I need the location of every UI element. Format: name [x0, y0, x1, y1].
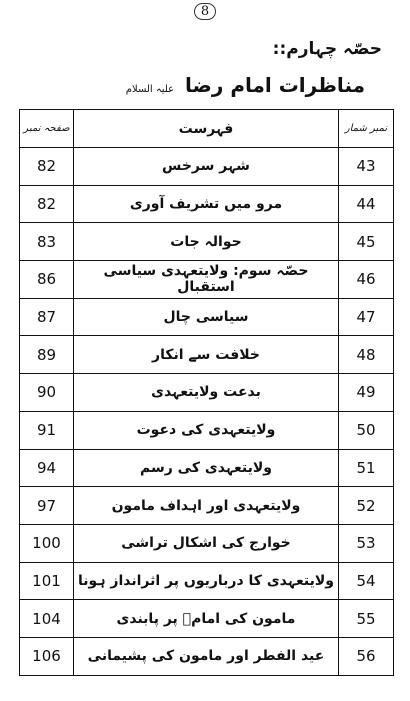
serial-number-cell: 53 — [339, 524, 394, 562]
page-title — [126, 73, 365, 97]
serial-number-cell: 50 — [339, 411, 394, 449]
serial-number-cell: 54 — [339, 562, 394, 600]
page-number-cell: 106 — [20, 637, 74, 675]
page-number-cell: 83 — [20, 223, 74, 261]
serial-number-cell: 44 — [339, 185, 394, 223]
serial-number-cell: 51 — [339, 449, 394, 487]
section-heading: حصّہ چہارم:: — [272, 39, 382, 59]
entry-title-cell: ولایتعہدی کا درباریوں پر اثرانداز ہونا — [74, 562, 339, 600]
page-number-cell: 97 — [20, 487, 74, 525]
serial-number-cell: 46 — [339, 261, 394, 299]
header-contents: فہرست — [74, 110, 339, 148]
table-header-row — [20, 110, 394, 148]
entry-title-cell: ولایتعہدی کی دعوت — [74, 411, 339, 449]
entry-title-cell: خلافت سے انکار — [74, 336, 339, 374]
entry-title-cell: بدعت ولایتعہدی — [74, 374, 339, 412]
table-row — [20, 261, 394, 299]
page-number: 8 — [0, 3, 410, 20]
page-number-cell: 89 — [20, 336, 74, 374]
page-number-cell: 100 — [20, 524, 74, 562]
entry-title-cell: مرو میں تشریف آوری — [74, 185, 339, 223]
table-row — [20, 374, 394, 412]
serial-number-cell: 45 — [339, 223, 394, 261]
entry-title-cell: ولایتعہدی اور اہداف مامون — [74, 487, 339, 525]
serial-number-cell: 55 — [339, 600, 394, 638]
page-number-cell: 104 — [20, 600, 74, 638]
page-number-cell: 86 — [20, 261, 74, 299]
page-number-cell: 94 — [20, 449, 74, 487]
serial-number-cell: 47 — [339, 298, 394, 336]
table-body — [20, 148, 394, 676]
header-serial-number: نمبر شمار — [339, 110, 394, 148]
table-row — [20, 148, 394, 186]
table-row — [20, 637, 394, 675]
serial-number-cell: 49 — [339, 374, 394, 412]
page-number-cell: 101 — [20, 562, 74, 600]
table-row — [20, 562, 394, 600]
entry-title-cell: ولایتعہدی کی رسم — [74, 449, 339, 487]
entry-title-cell: خوارج کی اشکال تراشی — [74, 524, 339, 562]
entry-title-cell: حوالہ جات — [74, 223, 339, 261]
page-number-cell: 90 — [20, 374, 74, 412]
table-row — [20, 411, 394, 449]
table-row — [20, 336, 394, 374]
table-row — [20, 185, 394, 223]
serial-number-cell: 43 — [339, 148, 394, 186]
contents-table — [19, 109, 394, 676]
page-number-cell: 87 — [20, 298, 74, 336]
entry-title-cell: شہر سرخس — [74, 148, 339, 186]
page-number-cell: 91 — [20, 411, 74, 449]
serial-number-cell: 56 — [339, 637, 394, 675]
title-text: مناظرات امام رضا — [185, 73, 365, 97]
header-page-number: صفحہ نمبر — [20, 110, 74, 148]
serial-number-cell: 48 — [339, 336, 394, 374]
entry-title-cell: حصّہ سوم: ولایتعہدی سیاسی استقبال — [74, 261, 339, 299]
table-row — [20, 600, 394, 638]
table-row — [20, 223, 394, 261]
table-row — [20, 487, 394, 525]
entry-title-cell: سیاسی چال — [74, 298, 339, 336]
table-row — [20, 449, 394, 487]
table-row — [20, 524, 394, 562]
entry-title-cell: مامون کی امامؑ پر پابندی — [74, 600, 339, 638]
serial-number-cell: 52 — [339, 487, 394, 525]
entry-title-cell: عید الفطر اور مامون کی پشیمانی — [74, 637, 339, 675]
page-number-cell: 82 — [20, 185, 74, 223]
table-row — [20, 298, 394, 336]
title-honorific: علیہ السلام — [125, 84, 175, 95]
page-number-cell: 82 — [20, 148, 74, 186]
